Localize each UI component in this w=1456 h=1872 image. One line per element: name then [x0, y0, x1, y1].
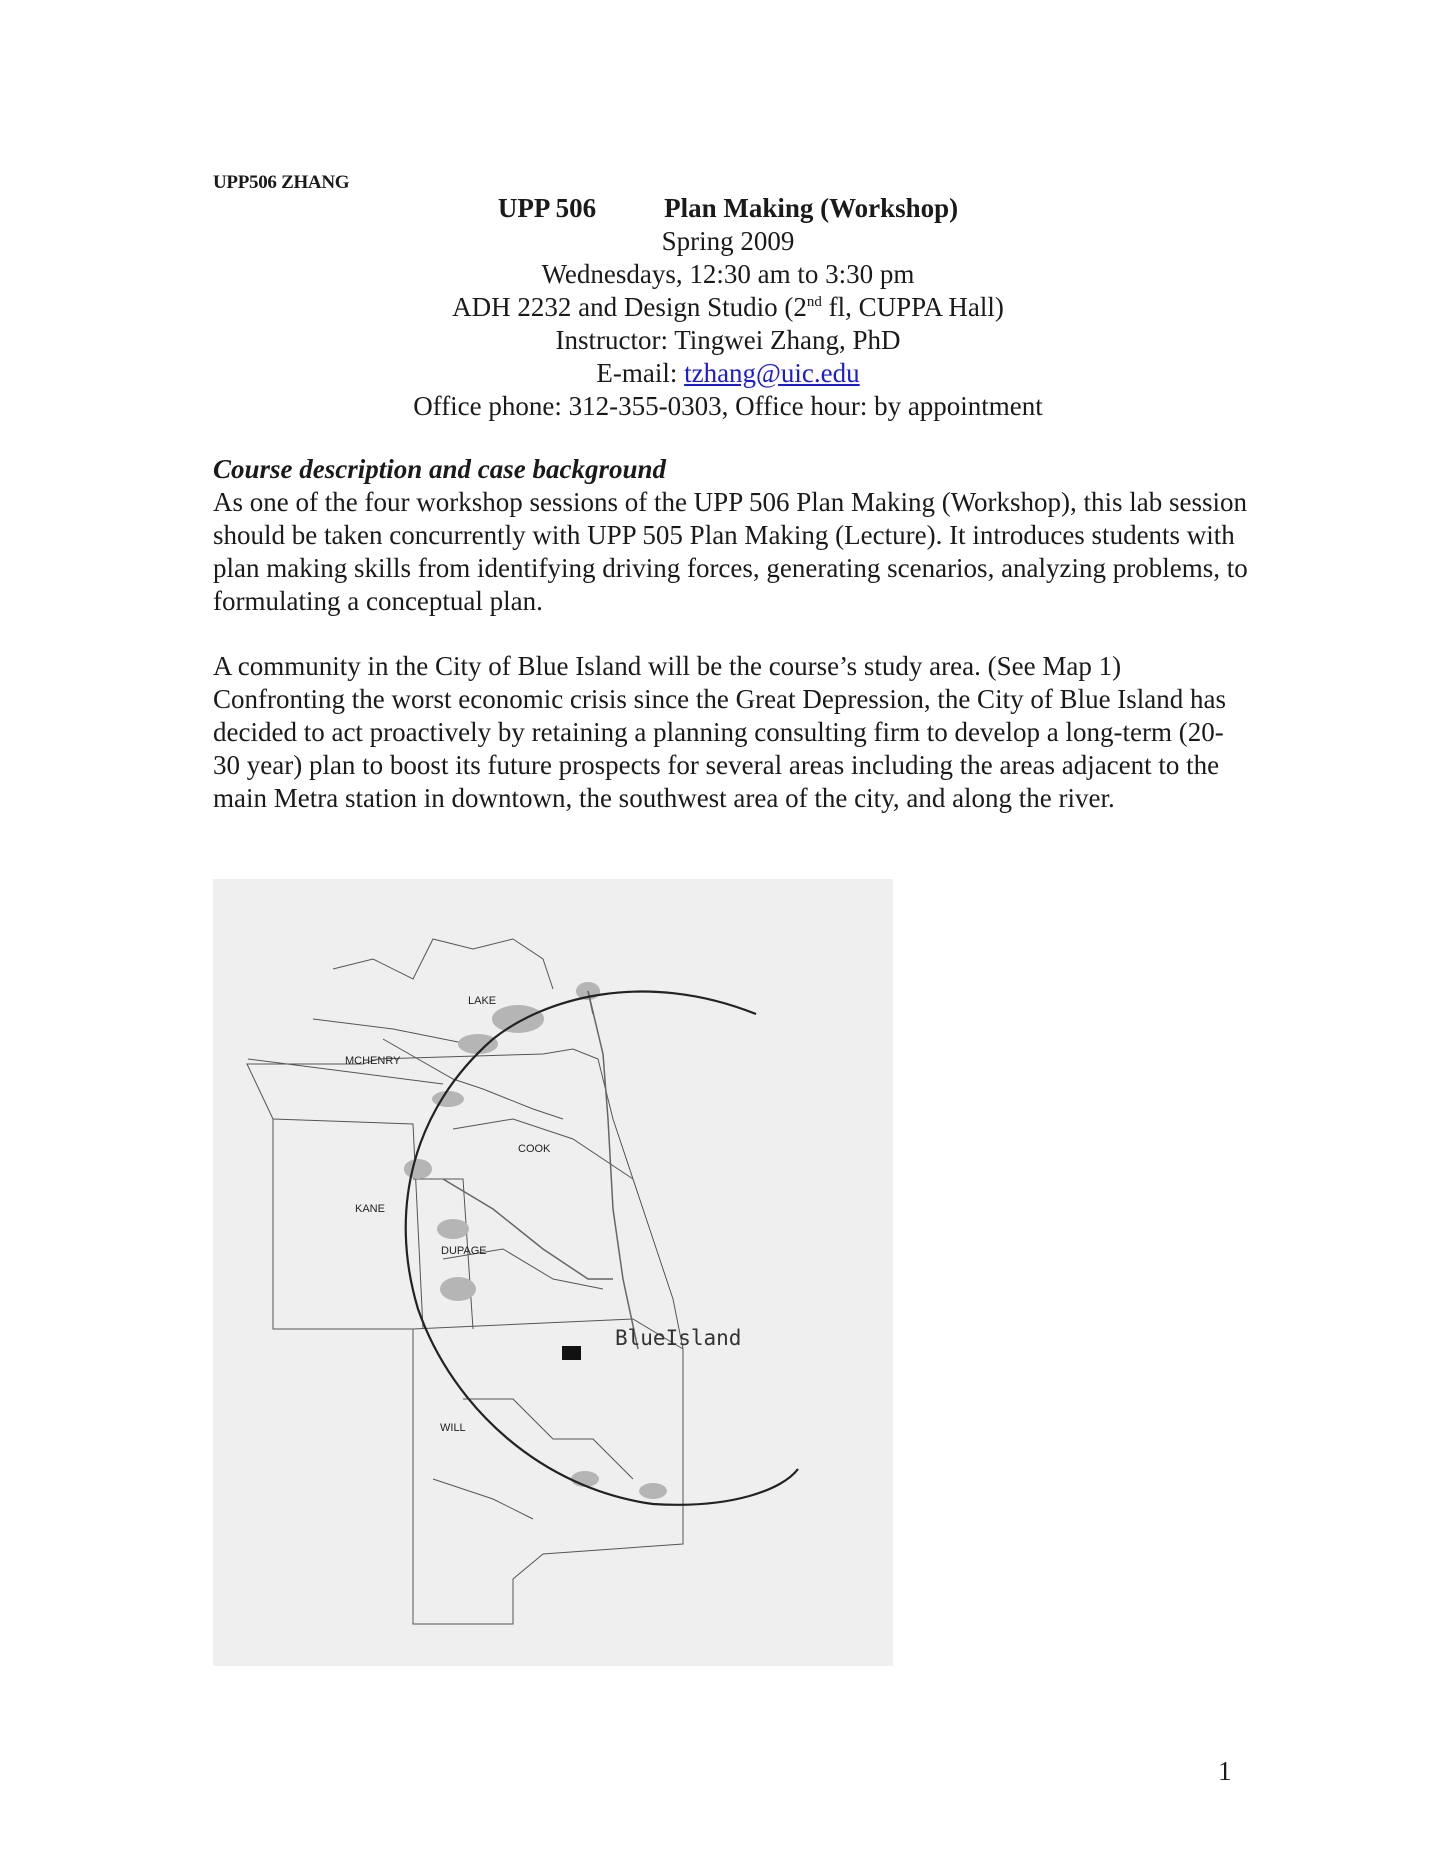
course-code: UPP 506 [497, 193, 597, 223]
email-line [213, 357, 1243, 390]
map-detail [333, 939, 553, 989]
urban-area [639, 1483, 667, 1499]
urban-area [492, 1005, 544, 1033]
county-label-kane: KANE [355, 1203, 385, 1215]
urban-area [440, 1277, 476, 1301]
email-label: E-mail: [596, 358, 685, 388]
course-instructor: Instructor: Tingwei Zhang, PhD [555, 325, 901, 355]
county-labels [345, 995, 551, 1434]
section-heading: Course description and case background [213, 454, 667, 484]
course-schedule: Wednesdays, 12:30 am to 3:30 pm [541, 259, 915, 289]
location-superscript: nd [806, 294, 822, 310]
county-label-lake: LAKE [468, 995, 497, 1007]
urban-area [404, 1159, 432, 1179]
section-block [213, 453, 1248, 618]
running-header: UPP506 ZHANG [213, 172, 350, 193]
county-label-mchenry: MCHENRY [345, 1055, 401, 1067]
course-title-block [213, 192, 1243, 423]
blue-island-label: BlueIsland [615, 1326, 742, 1350]
paragraph-2: A community in the City of Blue Island will be the course’s study area. (See Map 1) Confronting the worst economic crisis since the Great Depression, the City of Blue Island has decided to act proactively by retaining a planning consulting firm to develop a long-term (20- 30 year) plan to boost its future prospects for several areas including the areas adjacent to the main Metra station in downtown, the southwest area of the city, and along the river. [213, 651, 1227, 813]
urban-area [571, 1471, 599, 1487]
blue-island-site-marker [562, 1346, 581, 1360]
kane-county-line [273, 1119, 423, 1329]
urban-area [458, 1034, 498, 1054]
location-suffix: fl, CUPPA Hall) [821, 292, 1004, 322]
urban-area [432, 1091, 464, 1107]
county-label-will: WILL [440, 1422, 466, 1434]
email-link[interactable]: tzhang@uic.edu [684, 358, 860, 388]
course-location [213, 291, 1243, 324]
county-label-dupage: DUPAGE [441, 1245, 487, 1257]
office-info: Office phone: 312-355-0303, Office hour: by appointment [413, 391, 1043, 421]
map-1-figure [213, 879, 893, 1666]
location-prefix: ADH 2232 and Design Studio (2 [452, 292, 807, 322]
county-label-cook: COOK [518, 1143, 551, 1155]
course-title: Plan Making (Workshop) [664, 193, 959, 223]
map-detail [433, 1479, 533, 1519]
paragraph-1: As one of the four workshop sessions of the UPP 506 Plan Making (Workshop), this lab session should be taken concurrently with UPP 505 Plan Making (Lecture). It introduces students with plan making skills from identifying driving forces, generating scenarios, analyzing problems, to formulating a conceptual plan. [213, 487, 1248, 616]
page-number: 1 [1218, 1756, 1232, 1786]
urban-area [437, 1219, 469, 1239]
course-term: Spring 2009 [661, 226, 795, 256]
course-title-line [213, 192, 1243, 225]
region-map [213, 879, 893, 1666]
